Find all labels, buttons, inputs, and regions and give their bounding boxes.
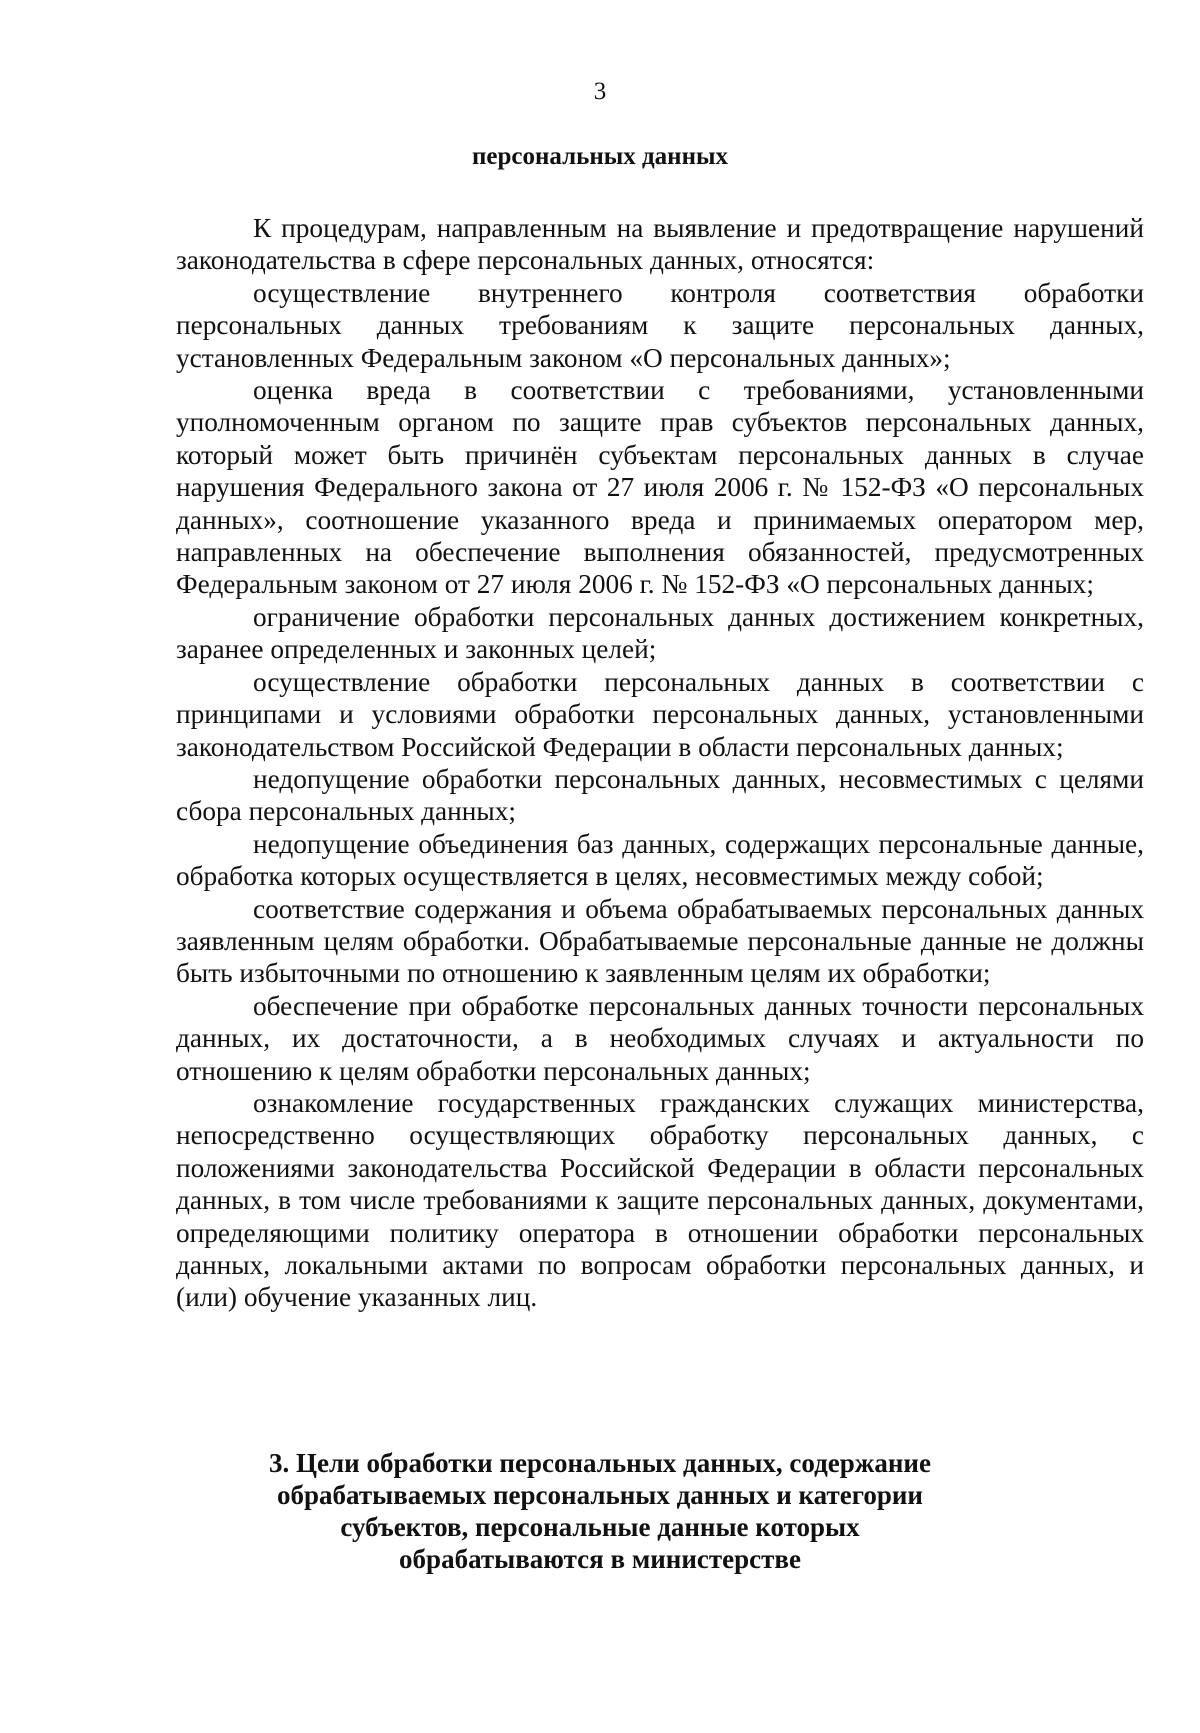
- section-title-continuation: персональных данных: [471, 143, 729, 170]
- section-heading-line: обрабатываются в министерстве: [399, 1544, 801, 1574]
- body-text: [176, 212, 1144, 1314]
- section-heading: [0, 1447, 1200, 1575]
- section-heading-line: субъектов, персональные данные которых: [340, 1512, 860, 1542]
- paragraph-item: оценка вреда в соответствии с требованиями, установленными уполномоченным органом по защите прав субъектов персональных данных, который может быть причинён субъектам персональных данных в случае нарушения Федерального закона от 27 июля 2006 г. № 152-ФЗ «О персональных данных», соотношение указанного вреда и принимаемых оператором мер, направленных на обеспечение выполнения обязанностей, предусмотренных Федеральным законом от 27 июля 2006 г. № 152-ФЗ «О персональных данных;: [176, 375, 1144, 600]
- paragraph-intro: К процедурам, направленным на выявление и предотвращение нарушений законодательства в сфере персональных данных, относятся:: [176, 213, 1144, 276]
- page-number: 3: [593, 78, 607, 105]
- paragraph-item: недопущение обработки персональных данных, несовместимых с целями сбора персональных данных;: [176, 763, 1144, 827]
- paragraph-item: обеспечение при обработке персональных данных точности персональных данных, их достаточности, а в необходимых случаях и актуальности по отношению к целям обработки персональных данных;: [176, 990, 1144, 1086]
- paragraph-item: осуществление обработки персональных данных в соответствии с принципами и условиями обработки персональных данных, установленными законодательством Российской Федерации в области персональных данных;: [176, 666, 1144, 762]
- paragraph-item: недопущение объединения баз данных, содержащих персональные данные, обработка которых осуществляется в целях, несовместимых между собой;: [176, 828, 1144, 892]
- paragraph-item: ограничение обработки персональных данных достижением конкретных, заранее определенных и законных целей;: [176, 601, 1144, 665]
- paragraph-item: соответствие содержания и объема обрабатываемых персональных данных заявленным целям обработки. Обрабатываемые персональные данные не должны быть избыточными по отношению к заявленным целям их обработки;: [176, 893, 1144, 989]
- paragraph-item: ознакомление государственных гражданских служащих министерства, непосредственно осуществляющих обработку персональных данных, с положениями законодательства Российской Федерации в области персональных данных, в том числе требованиями к защите персональных данных, документами, определяющими политику оператора в отношении обработки персональных данных, локальными актами по вопросам обработки персональных данных, и (или) обучение указанных лиц.: [176, 1087, 1144, 1313]
- paragraph-item: осуществление внутреннего контроля соответствия обработки персональных данных требованиям к защите персональных данных, установленных Федеральным законом «О персональных данных»;: [176, 277, 1144, 373]
- section-heading-line: обрабатываемых персональных данных и категории: [277, 1480, 923, 1510]
- section-heading-line: 3. Цели обработки персональных данных, содержание: [269, 1448, 931, 1478]
